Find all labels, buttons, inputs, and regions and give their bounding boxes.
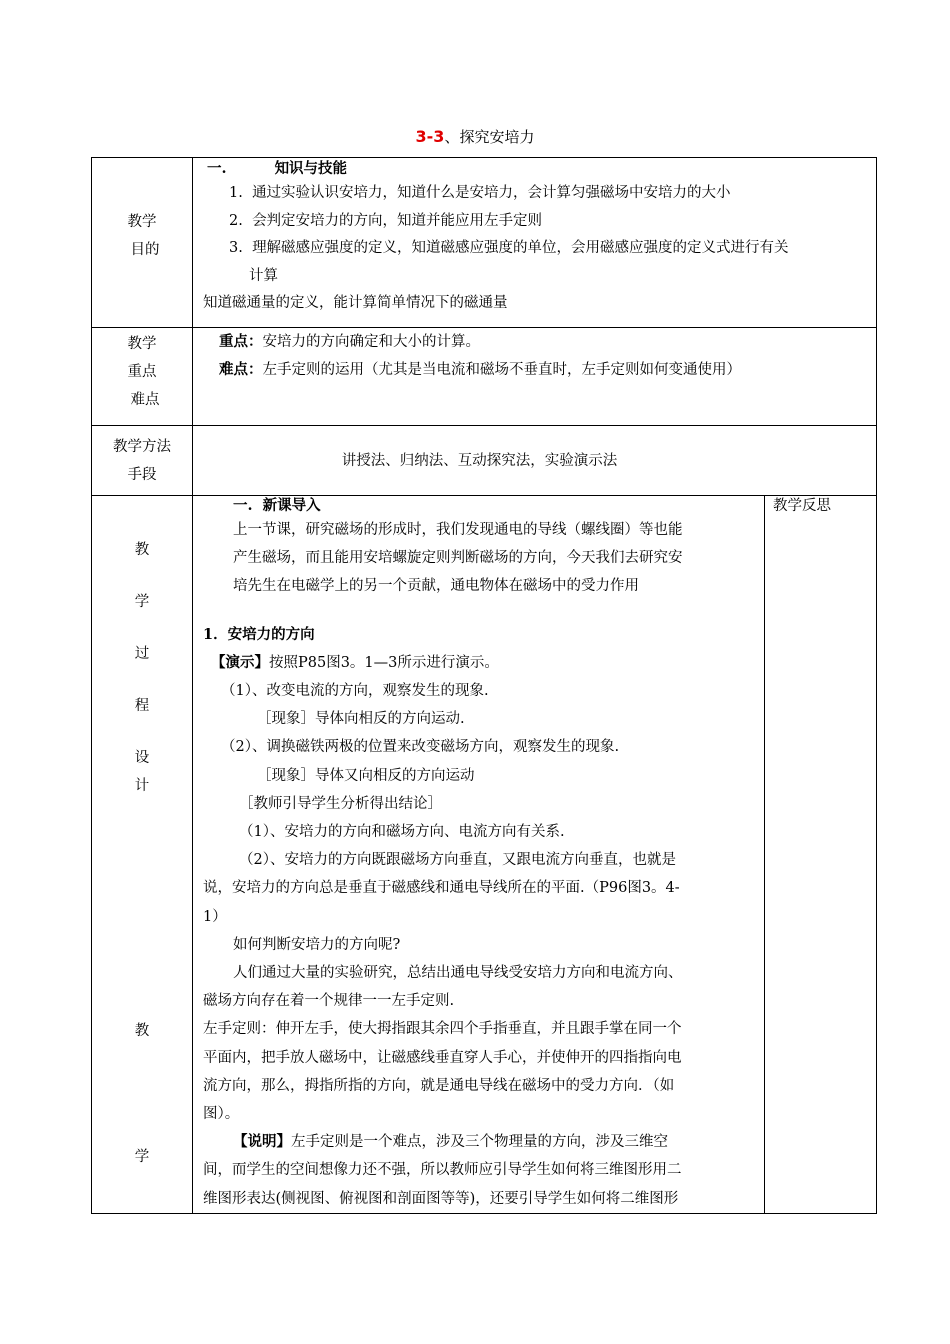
demo-tag: 【演示】 [211,653,269,671]
note-line: 间，而学生的空间想像力还不强，所以教师应引导学生如何将三维图形用二 [203,1162,682,1179]
left-hand-rule-line: 平面内，把手放人磁场中，让磁感线垂直穿人手心，并使伸开的四指指向电 [203,1049,682,1066]
process-label-char: 过 [134,646,150,662]
step-1: （1）、改变电流的方向，观察发生的现象. [221,683,489,700]
keypoints-label [92,328,193,426]
note-line: 维图形表达(侧视图、俯视图和剖面图等等)，还要引导学生如何将二维图形 [203,1190,679,1207]
process-label-char: 学 [134,594,150,610]
methods-label-line1: 教学方法 [113,438,171,455]
objectives-label [92,158,193,328]
note-text: 左手定则是一个难点，涉及三个物理量的方向，涉及三维空 [291,1134,668,1151]
process-content [193,496,765,1214]
process-row [92,496,877,1214]
objectives-heading-text: 知识与技能 [274,160,348,177]
intro-line: 上一节课，研究磁场的形成时，我们发现通电的导线（螺线圈）等也能 [233,522,683,538]
section-1-heading: 1．安培力的方向 [203,625,315,643]
intro-line: 培先生在电磁学上的另一个贡献，通电物体在磁场中的受力作用 [233,578,639,595]
objectives-content [193,158,877,328]
reflection-label: 教学反思 [773,498,831,514]
title-number: 3-3 [415,127,445,146]
phenomenon-1: ［现象］导体向相反的方向运动. [257,711,465,728]
phenomenon-2: ［现象］导体又向相反的方向运动 [257,767,475,784]
title-text: 、探究安培力 [444,128,535,146]
process-label-char: 教 [134,542,150,558]
objectives-label-line1: 教学 [127,213,157,230]
intro-num: 一. [233,497,253,514]
demo-line [203,649,760,677]
objectives-row [92,158,877,328]
methods-label-line2: 手段 [127,466,157,483]
conclusion-2a: （2）、安培力的方向既跟磁场方向垂直，又跟电流方向垂直，也就是 [239,852,676,869]
objective-text: 通过实验认识安培力，知道什么是安培力，会计算匀强磁场中安培力的大小 [252,185,731,201]
left-hand-rule-line: 左手定则：伸开左手，使大拇指跟其余四个手指垂直，并且跟手掌在同一个 [203,1021,682,1038]
hard-point-label: 难点： [219,361,263,378]
note-line [203,1128,760,1156]
objectives-heading-num: 一. [207,160,227,177]
objective-extra: 知道磁通量的定义，能计算简单情况下的磁通量 [203,295,508,311]
objective-item-1 [203,180,868,208]
keypoints-label-line1: 教学 [127,336,157,352]
demo-text: 按照P85图3。1—3所示进行演示。 [269,654,499,671]
note-tag: 【说明】 [233,1133,291,1151]
objective-num: 1. [229,185,243,201]
key-point-label: 重点： [219,333,263,350]
key-point [203,328,868,356]
intro-heading-text: 新课导入 [262,497,321,514]
keypoints-label-line3: 难点 [130,392,160,408]
process-label-char: 学 [134,1149,150,1165]
teacher-guide: ［教师引导学生分析得出结论］ [239,795,442,812]
conclusion-2b: 说，安培力的方向总是垂直于磁感线和通电导线所在的平面.（P96图3。4- [203,880,680,897]
rule-line: 人们通过大量的实验研究，总结出通电导线受安培力方向和电流方向、 [233,965,683,982]
intro-heading [203,496,760,516]
process-label-char: 教 [134,1023,150,1039]
left-hand-rule-line: 图）。 [203,1106,240,1123]
keypoints-content [193,328,877,426]
process-label-char: 计 [134,778,150,794]
process-label-char: 设 [134,750,150,766]
methods-row [92,426,877,496]
key-point-text: 安培力的方向确定和大小的计算。 [262,334,480,350]
objectives-heading [203,158,868,180]
methods-label [92,426,193,496]
objective-item-2 [203,208,868,236]
step-2: （2）、调换磁铁两极的位置来改变磁场方向，观察发生的现象. [221,739,620,756]
hard-point [203,356,868,384]
keypoints-label-line2: 重点 [127,364,157,380]
objective-num: 2. [229,212,243,229]
process-label-char: 程 [134,698,150,714]
objective-text: 会判定安培力的方向，知道并能应用左手定则 [252,212,543,229]
methods-text: 讲授法、归纳法、互动探究法，实验演示法 [193,426,877,496]
objective-text: 理解磁感应强度的定义，知道磁感应强度的单位，会用磁感应强度的定义式进行有关 [252,240,789,256]
objective-item-3 [203,235,868,263]
question: 如何判断安培力的方向呢? [233,936,401,953]
left-hand-rule-line: 流方向，那么，拇指所指的方向，就是通电导线在磁场中的受力方向．（如 [203,1077,675,1094]
objective-num: 3. [229,240,243,256]
objectives-label-line2: 目的 [130,241,160,258]
keypoints-row [92,328,877,426]
lesson-plan-table [91,157,877,1214]
hard-point-text: 左手定则的运用（尤其是当电流和磁场不垂直时，左手定则如何变通使用） [262,362,741,378]
conclusion-2c: 1） [203,908,227,925]
page-title [0,126,950,147]
objective-item-3-cont: 计算 [249,267,278,284]
intro-line: 产生磁场，而且能用安培螺旋定则判断磁场的方向，今天我们去研究安 [233,550,683,567]
reflection-column [765,496,877,1214]
process-label [92,496,193,1214]
conclusion-1: （1）、安培力的方向和磁场方向、电流方向有关系. [239,824,565,841]
rule-line: 磁场方向存在着一个规律一一左手定则. [203,993,455,1010]
